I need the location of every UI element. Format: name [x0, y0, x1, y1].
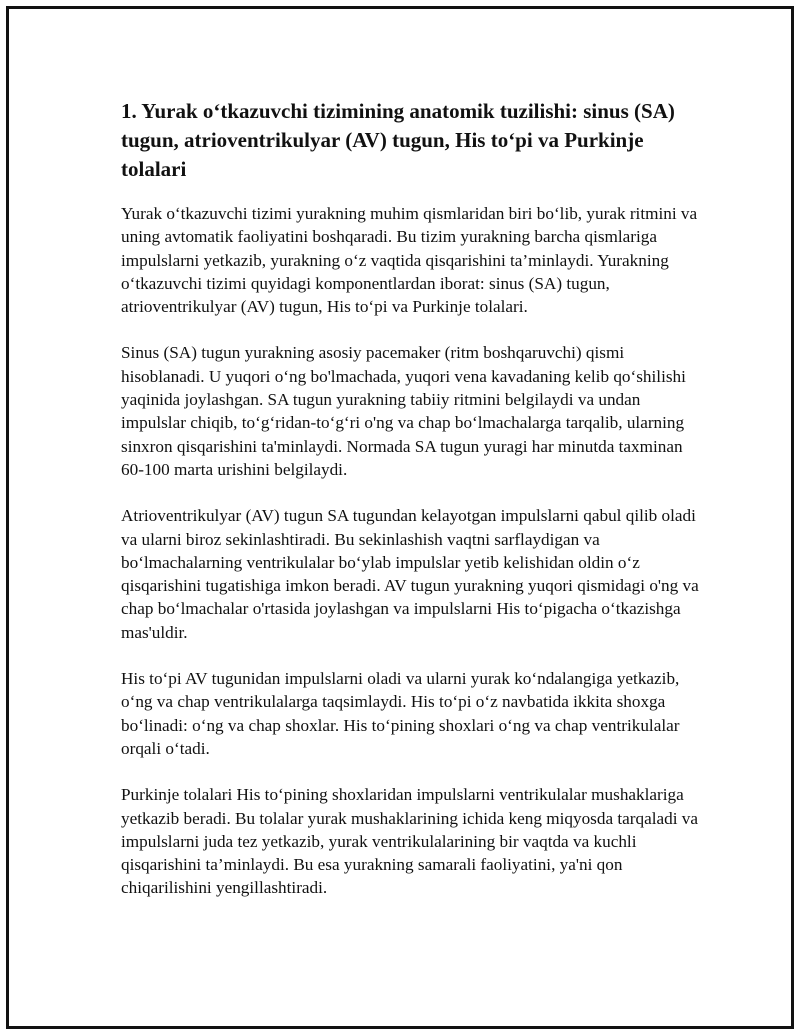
paragraph-sa-node: Sinus (SA) tugun yurakning asosiy pacemaker (ritm boshqaruvchi) qismi hisoblanadi. U yuqori o‘ng bo'lmachada, yuqori vena kavadaning kelib qo‘shilishi yaqinida joylashgan. SA tugun yurakning tabiiy ritmini belgilaydi va undan impulslar chiqib, to‘g‘ridan-to‘g‘ri o'ng va chap bo‘lmachalarga tarqalib, ularning sinxron qisqarishini ta'minlaydi. Normada SA tugun yuragi har minutda taxminan 60-100 marta urishini belgilaydi. [121, 343, 686, 479]
page-frame [6, 6, 794, 1029]
paragraph-intro: Yurak o‘tkazuvchi tizimi yurakning muhim qismlaridan biri bo‘lib, yurak ritmini va uning avtomatik faoliyatini boshqaradi. Bu tizim yurakning barcha qismlariga impulslarni yetkazib, yurakning o‘z vaqtida qisqarishini ta’minlaydi. Yurakning o‘tkazuvchi tizimi quyidagi komponentlardan iborat: sinus (SA) tugun, atrioventrikulyar (AV) tugun, His to‘pi va Purkinje tolalari. [121, 204, 698, 317]
paragraph-his-bundle: His to‘pi AV tugunidan impulslarni oladi va ularni yurak ko‘ndalangiga yetkazib, o‘ng va chap ventrikulalarga taqsimlaydi. His to‘pi o‘z navbatida ikkita shoxga bo‘linadi: o‘ng va chap shoxlar. His to‘pining shoxlari o‘ng va chap ventrikulalar orqali o‘tadi. [121, 669, 680, 758]
paragraph-av-node: Atrioventrikulyar (AV) tugun SA tugundan kelayotgan impulslarni qabul qilib oladi va ularni biroz sekinlashtiradi. Bu sekinlashish vaqtni sarflaydigan va bo‘lmachalarning ventrikulalar bo‘ylab impulslar yetib kelishidan oldin o‘z qisqarishini tugatishiga imkon beradi. AV tugun yurakning yuqori qismidagi o'ng va chap bo‘lmachalar o'rtasida joylashgan va impulslarni His to‘pigacha o‘tkazishga mas'uldir. [121, 506, 699, 642]
document-body [121, 97, 701, 923]
paragraph-purkinje: Purkinje tolalari His to‘pining shoxlaridan impulslarni ventrikulalar mushaklariga yetkazib beradi. Bu tolalar yurak mushaklarining ichida keng miqyosda tarqaladi va impulslarni juda tez yetkazib, yurak ventrikulalarining bir vaqtda va kuchli qisqarishini ta’minlaydi. Bu esa yurakning samarali faoliyatini, ya'ni qon chiqarilishini yengillashtiradi. [121, 785, 699, 898]
section-heading: 1. Yurak o‘tkazuvchi tizimining anatomik tuzilishi: sinus (SA) tugun, atrioventrikulyar (AV) tugun, His to‘pi va Purkinje tolalari [121, 99, 675, 181]
